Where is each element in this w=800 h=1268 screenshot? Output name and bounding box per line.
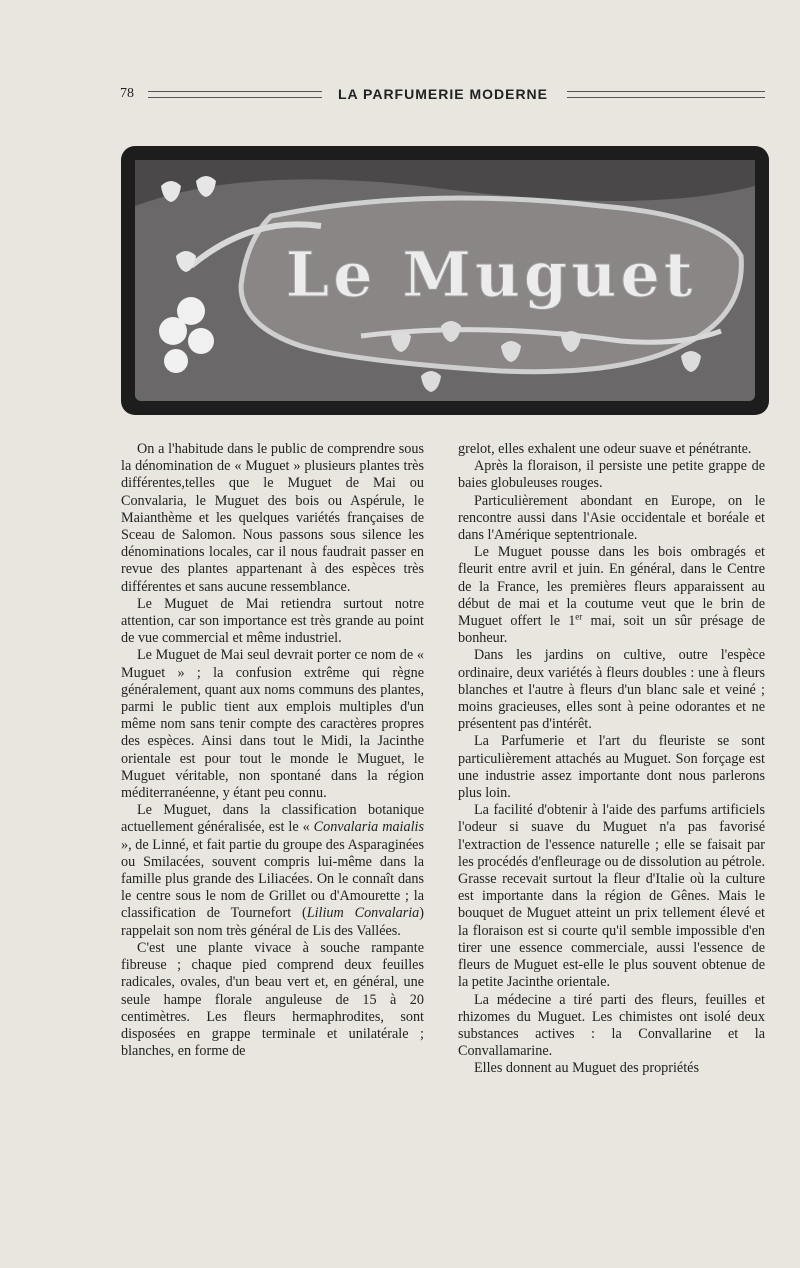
paragraph [458,544,765,647]
paragraph: La Parfumerie et l'art du fleuriste se sont particulièrement attachés au Muguet. Son forçage est une industrie assez importante dont nous parlerons plus loin. [458,733,765,802]
header-rule-right [567,91,765,98]
article-column-right [458,441,765,1078]
paragraph: La facilité d'obtenir à l'aide des parfums artificiels l'odeur si suave du Muguet n'a pas favorisé l'extraction de l'essence naturelle ; elle se faisait par les procédés d'enfleurage ou de dissolution au pétrole. Grasse recevait surtout la fleur d'Italie où la culture est importante dans la région de Gênes. Mais le bouquet de Muguet atteint un prix tellement élevé et la floraison est si courte qu'il semble impossible d'en tirer une essence commerciale, aussi l'essence de fleurs de Muguet est-elle le plus souvent obtenue de la petite Jacinthe orientale. [458,802,765,991]
banner-illustration [121,146,769,415]
paragraph: La médecine a tiré parti des fleurs, feuilles et rhizomes du Muguet. Les chimistes ont isolé deux substances actives : la Convallarine et la Convallamarine. [458,991,765,1060]
superscript: er [575,611,583,622]
text-run: Le Muguet, dans la classification botanique actuellement généralisée, est le « [121,802,424,836]
page-number: 78 [120,86,134,101]
paragraph: grelot, elles exhalent une odeur suave et pénétrante. [458,441,752,457]
paragraph: Particulièrement abondant en Europe, on le rencontre aussi dans l'Asie occidentale et boréale et dans l'Amérique septentrionale. [458,492,765,544]
text-run: mai, soit un sûr présage de bonheur. [458,613,766,647]
paragraph: Elles donnent au Muguet des propriétés [474,1060,699,1077]
running-header: LA PARFUMERIE MODERNE [338,86,548,102]
article-column-left [121,441,424,1060]
paragraph: Après la floraison, il persiste une petite grappe de baies globuleuses rouges. [458,458,765,492]
italic-term: Convalaria maialis [313,819,424,836]
paragraph: On a l'habitude dans le public de comprendre sous la dénomination de « Muguet » plusieurs plantes très différentes,telles que le Muguet de Mai ou Convalaria, le Muguet des bois ou Aspérule, le Maianthème et les quelques variétés françaises de Sceau de Salomon. Nous passons sous silence les dénominations locales, car il nous faudrait passer en revue des plantes appartenant à des espèces très différentes et sans aucune ressemblance. [121,441,424,595]
paragraph [121,802,424,940]
italic-term: Lilium Convalaria [306,905,420,922]
text-run: », de Linné, et fait partie du groupe des Asparaginées ou Smilacées, souvent compris lui-même dans la famille plus grande des Liliacées. On le connaît dans le centre sous le nom de Grillet ou d'Amourette ; la classification de Tournefort ( [121,836,424,922]
text-run: ) rappelait son nom très général de Lis des Vallées. [121,905,424,939]
paragraph: Le Muguet de Mai retiendra surtout notre attention, car son importance est très grande au point de vue commercial et même industriel. [121,595,424,647]
header-rule-left [148,91,322,98]
paragraph: C'est une plante vivace à souche rampante fibreuse ; chaque pied comprend deux feuilles radicales, ovales, d'un beau vert et, en général, une seule hampe florale anguleuse de 15 à 20 centimètres. Les fleurs hermaphrodites, sont disposées en grappe terminale et unilatérale ; blanches, en forme de [121,939,424,1060]
title-banner [121,146,769,415]
text-run: Le Muguet pousse dans les bois ombragés et fleurit entre avril et juin. En général, dans le Centre de la France, les premières fleurs apparaissent au début de mai et la coutume veut que le brin de Muguet offert le 1 [458,544,765,630]
paragraph: Dans les jardins on cultive, outre l'espèce ordinaire, deux variétés à fleurs doubles : une à fleurs blanches et l'autre à fleurs d'un blanc sale et veiné ; moins gracieuses, elles sont à peine odorantes et ne présentent pas d'intérêt. [458,647,765,733]
banner-title: Le Muguet [285,238,697,311]
paragraph: Le Muguet de Mai seul devrait porter ce nom de « Muguet » ; la confusion extrême qui règne généralement, quant aux noms communs des plantes, parmi le public tient aux emplois multiples d'un même nom sans tenir compte des caractères propres des espèces. Ainsi dans tout le Midi, la Jacinthe orientale est pour tout le monde le Muguet, le Muguet véritable, non spontané dans la région méditerranéenne, y étant peu connu. [121,647,424,802]
